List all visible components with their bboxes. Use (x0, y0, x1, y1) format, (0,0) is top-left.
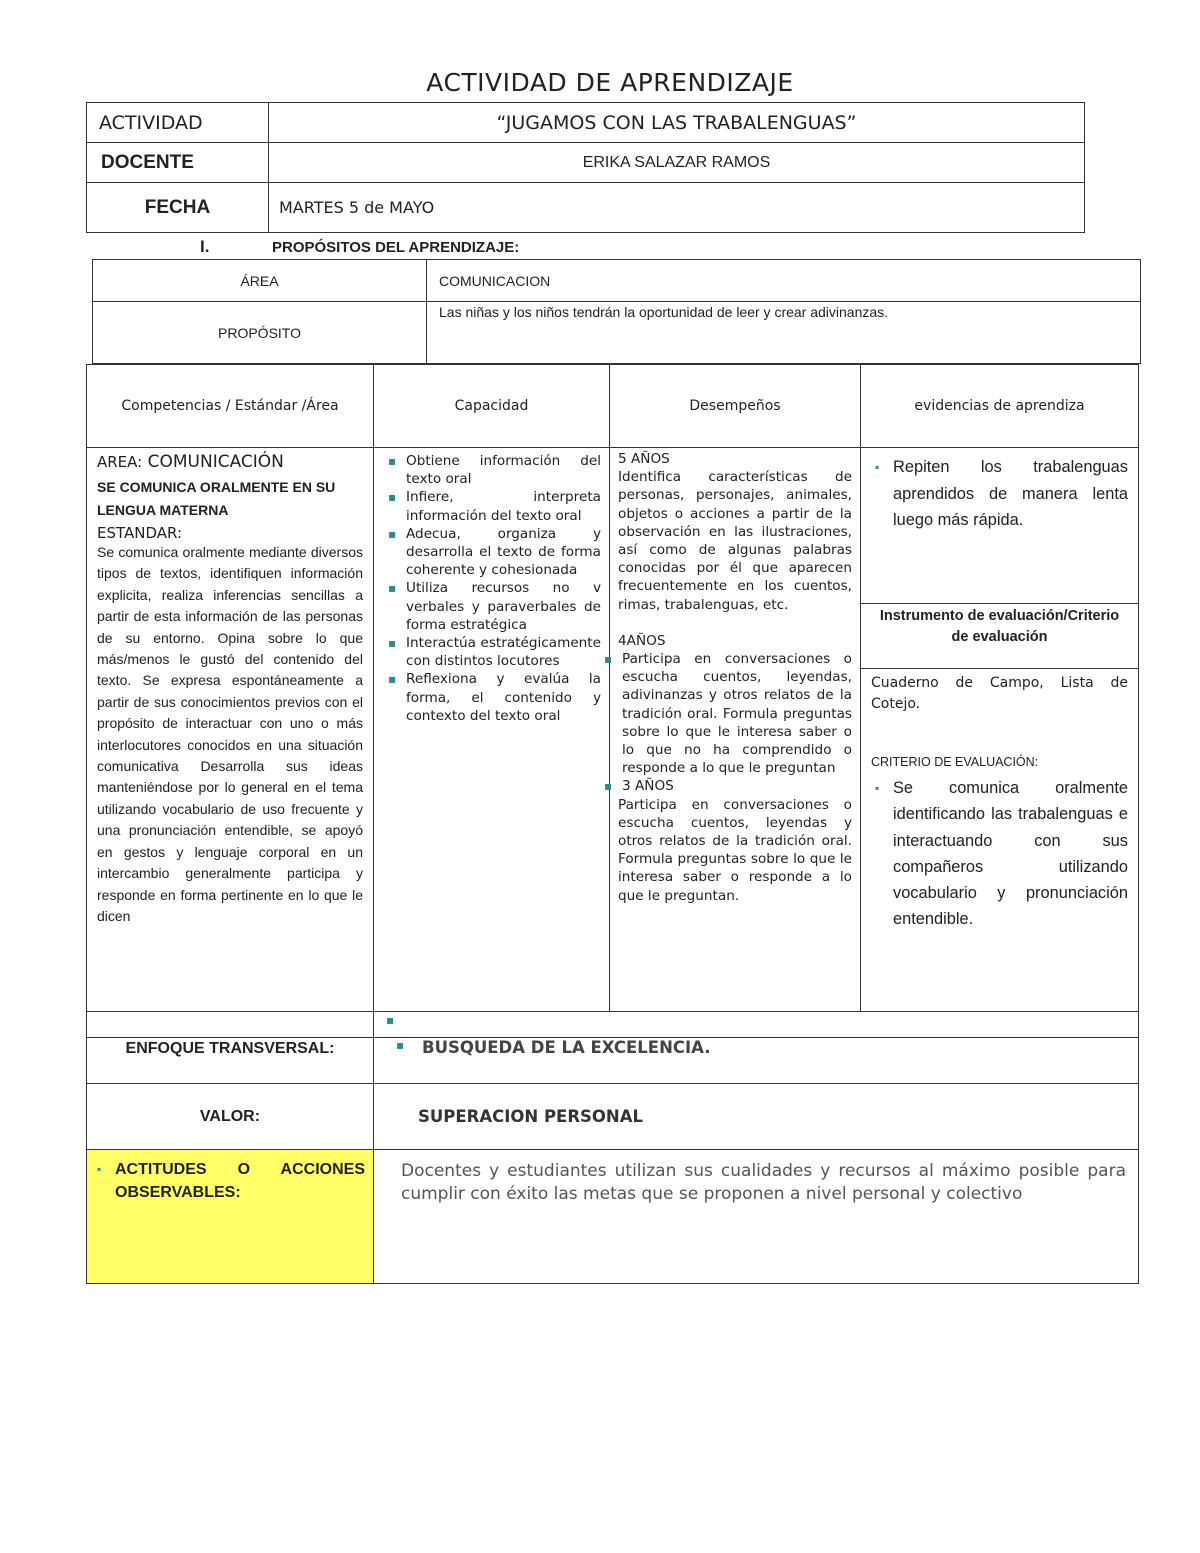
valor-value: SUPERACION PERSONAL (374, 1084, 1139, 1150)
docente-label: DOCENTE (87, 143, 269, 183)
age3-text: Participa en conversaciones o escucha cuentos, leyendas y otros relatos de la tradición oral. Formula preguntas sobre lo que le interesa saber o responde a lo que le preguntan. (618, 796, 852, 904)
col-desempenos: Desempeños (610, 365, 861, 448)
actitudes-list (93, 1158, 365, 1204)
col-competencias: Competencias / Estándar /Área (87, 365, 374, 448)
evidencia-block (861, 448, 1138, 604)
enfoque-value: ▪ BUSQUEDA DE LA EXCELENCIA. (392, 1038, 1138, 1057)
section-title: PROPÓSITOS DEL APRENDIZAJE: (272, 239, 520, 256)
competencia-name: SE COMUNICA ORALMENTE EN SU LENGUA MATERNA (97, 479, 336, 518)
section-number: I. (200, 237, 210, 256)
list-item: ▪ Interactúa estratégicamente con distintos locutores (384, 634, 601, 670)
area-value: COMUNICACION (427, 260, 1141, 302)
actividad-value: “JUGAMOS CON LAS TRABALENGUAS” (269, 103, 1085, 143)
fecha-value: MARTES 5 de MAYO (269, 183, 1085, 233)
comp-area-value: COMUNICACIÓN (147, 452, 284, 472)
estandar-text: Se comunica oralmente mediante diversos tipos de textos, identifiquen información explicita, realiza inferencias sencillas a partir de esta información de las personas de su entorno. Opina sobre lo que más/menos le gustó del contenido del texto. Se expresa espontáneamente a partir de sus conocimientos previos con el propósito de interactuar con uno o más interlocutores conocidos en una situación comunicativa Desarrolla sus ideas manteniéndose por lo general en el tema utilizando vocabulario de uso frecuente y una pronunciación entendible, se apoyó en gestos y lenguaje corporal en un intercambio generalmente participa y responde en forma pertinente en lo que le dicen (97, 544, 363, 924)
age5-text: Identifica características de personas, personajes, animales, objetos o acciones a partir de la observación en las ilustraciones, así como de algunas palabras conocidas por él que aparecen frecuentemente en los cuentos, rimas, trabalenguas, etc. (618, 469, 852, 613)
capacidad-list (384, 452, 601, 725)
col-capacidad: Capacidad (374, 365, 610, 448)
instrumento-header: Instrumento de evaluación/Criterio de evaluación (861, 604, 1138, 669)
actitudes-value: Docentes y estudiantes utilizan sus cualidades y recursos al máximo posible para cumplir con éxito las metas que se proponen a nivel personal y colectivo (374, 1150, 1139, 1284)
proposito-label: PROPÓSITO (93, 302, 427, 364)
fecha-label: FECHA (87, 183, 269, 233)
col-evidencias: evidencias de aprendiza (861, 365, 1139, 448)
actitudes-cell (87, 1150, 374, 1284)
area-label: ÁREA (93, 260, 427, 302)
list-item: ▪ Utiliza recursos no v verbales y paraverbales de forma estratégica (384, 579, 601, 634)
list-item: ▪ Reflexiona y evalúa la forma, el contenido y contexto del texto oral (384, 670, 601, 725)
list-item: ▪ Infiere, interpreta información del texto oral (384, 488, 601, 524)
header-table (86, 102, 1085, 233)
comp-area-label: AREA: (97, 453, 143, 471)
spacer-bullet-cell (374, 1012, 1139, 1038)
list-item: ▪ Obtiene información del texto oral (384, 452, 601, 488)
section-heading (200, 237, 519, 257)
list-item: ▪ Adecua, organiza y desarrolla el texto de forma coherente y cohesionada (384, 525, 601, 580)
enfoque-value-cell (374, 1038, 1139, 1084)
desempenos-cell (610, 448, 861, 1012)
proposito-value: Las niñas y los niños tendrán la oportunidad de leer y crear adivinanzas. (427, 302, 1141, 364)
estandar-label: ESTANDAR: (97, 524, 183, 542)
criterio-list (871, 775, 1128, 933)
criterio-block (861, 669, 1138, 937)
spacer-cell (87, 1012, 374, 1038)
age4-label: 4AÑOS (618, 632, 666, 649)
capacidad-cell (374, 448, 610, 1012)
purpose-table (92, 259, 1141, 364)
valor-label: VALOR: (87, 1084, 374, 1150)
page-title: ACTIVIDAD DE APRENDIZAJE (426, 68, 794, 97)
age4-text: ▪ Participa en conversaciones o escucha cuentos, leyendas, adivinanzas y otros relatos de la tradición oral. Formula preguntas sobre lo que le interesa saber o lo que no ha comprendido o responde a lo que le preguntan (600, 650, 852, 777)
competencias-table (86, 364, 1139, 1012)
enfoque-label: ENFOQUE TRANSVERSAL: (87, 1038, 374, 1084)
evidencias-cell (861, 448, 1139, 1012)
competencias-cell (87, 448, 374, 1012)
age4-list (600, 650, 852, 796)
criterio-text: ▪ Se comunica oralmente identificando las trabalenguas e interactuando con sus compañeros utilizando vocabulario y pronunciación entendible. (871, 775, 1128, 933)
actividad-label: ACTIVIDAD (87, 103, 269, 143)
actitudes-label: ▪ ACTITUDES O ACCIONES OBSERVABLES: (93, 1158, 365, 1204)
age3-label: ▪ 3 AÑOS (600, 777, 852, 795)
evidencia-item: ▪ Repiten los trabalenguas aprendidos de manera lenta luego más rápida. (871, 454, 1128, 534)
enfoque-list (392, 1038, 1138, 1057)
age5-label: 5 AÑOS (618, 451, 670, 467)
enfoque-table (86, 1011, 1139, 1284)
criterio-label: CRITERIO DE EVALUACIÓN: (871, 755, 1039, 769)
instrumento-text: Cuaderno de Campo, Lista de Cotejo. (871, 675, 1128, 712)
docente-value: ERIKA SALAZAR RAMOS (269, 143, 1085, 183)
evidencia-list (871, 454, 1128, 534)
